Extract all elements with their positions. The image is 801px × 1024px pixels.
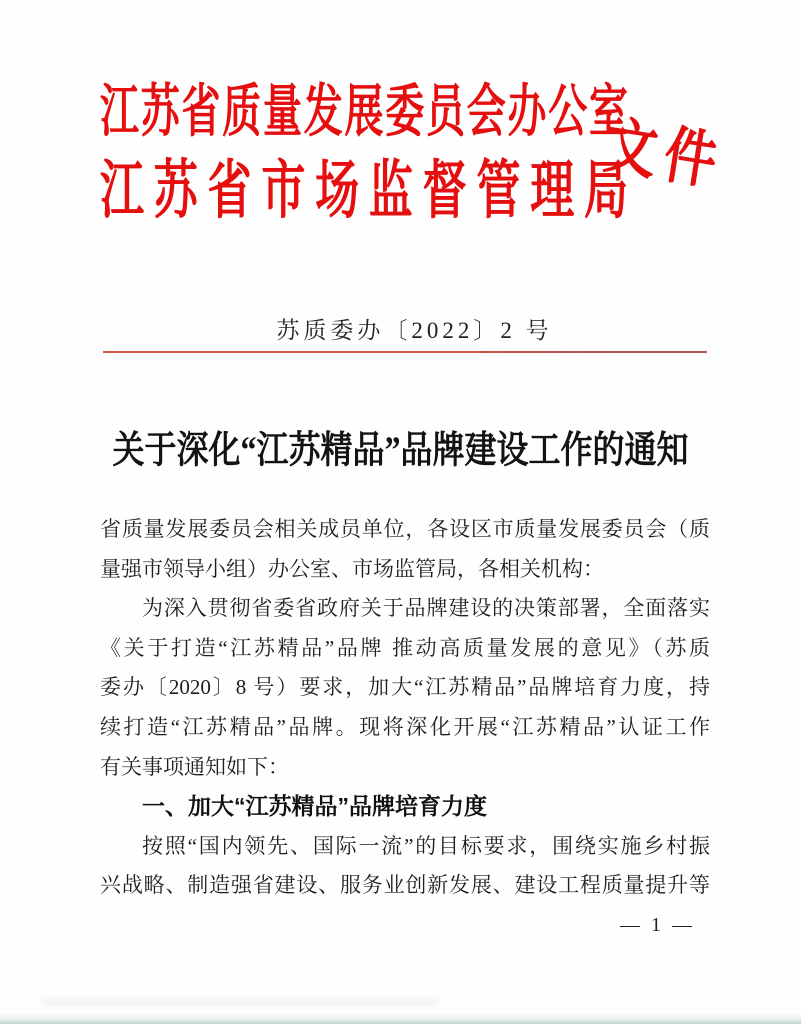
body-line: 续打造“江苏精品”品牌。现将深化开展“江苏精品”认证工作 bbox=[100, 714, 710, 739]
body-line: 兴战略、制造强省建设、服务业创新发展、建设工程质量提升等 bbox=[100, 873, 710, 898]
body-line: 量强市领导小组）办公室、市场监管局，各相关机构： bbox=[100, 556, 604, 581]
body-line: 按照“国内领先、国际一流”的目标要求，围绕实施乡村振 bbox=[142, 833, 710, 858]
header-org-line-1: 江苏省质量发展委员会办公室 bbox=[100, 81, 628, 144]
page-number: — 1 — bbox=[620, 914, 695, 936]
doc-number: 苏质委办〔2022〕2 号 bbox=[276, 318, 553, 343]
header-org-line-2: 江苏省市场监督管理局 bbox=[100, 155, 628, 227]
document-title: 关于深化“江苏精品”品牌建设工作的通知 bbox=[112, 428, 689, 471]
body-line: 《关于打造“江苏精品”品牌 推动高质量发展的意见》（苏质 bbox=[100, 635, 710, 660]
body-line: 有关事项通知如下： bbox=[100, 754, 289, 779]
red-divider-line bbox=[103, 351, 707, 353]
body-line: 省质量发展委员会相关成员单位，各设区市质量发展委员会（质 bbox=[100, 517, 710, 541]
scan-edge bbox=[0, 1012, 801, 1024]
body-line: 委办〔2020〕8 号）要求，加大“江苏精品”品牌培育力度，持 bbox=[100, 675, 710, 700]
section-heading: 一、加大“江苏精品”品牌培育力度 bbox=[142, 793, 487, 820]
scan-smudge bbox=[40, 998, 440, 1006]
body-text bbox=[100, 510, 710, 906]
body-line: 为深入贯彻省委省政府关于品牌建设的决策部署，全面落实 bbox=[142, 596, 710, 621]
header-doc-suffix: 文件 bbox=[599, 112, 730, 199]
